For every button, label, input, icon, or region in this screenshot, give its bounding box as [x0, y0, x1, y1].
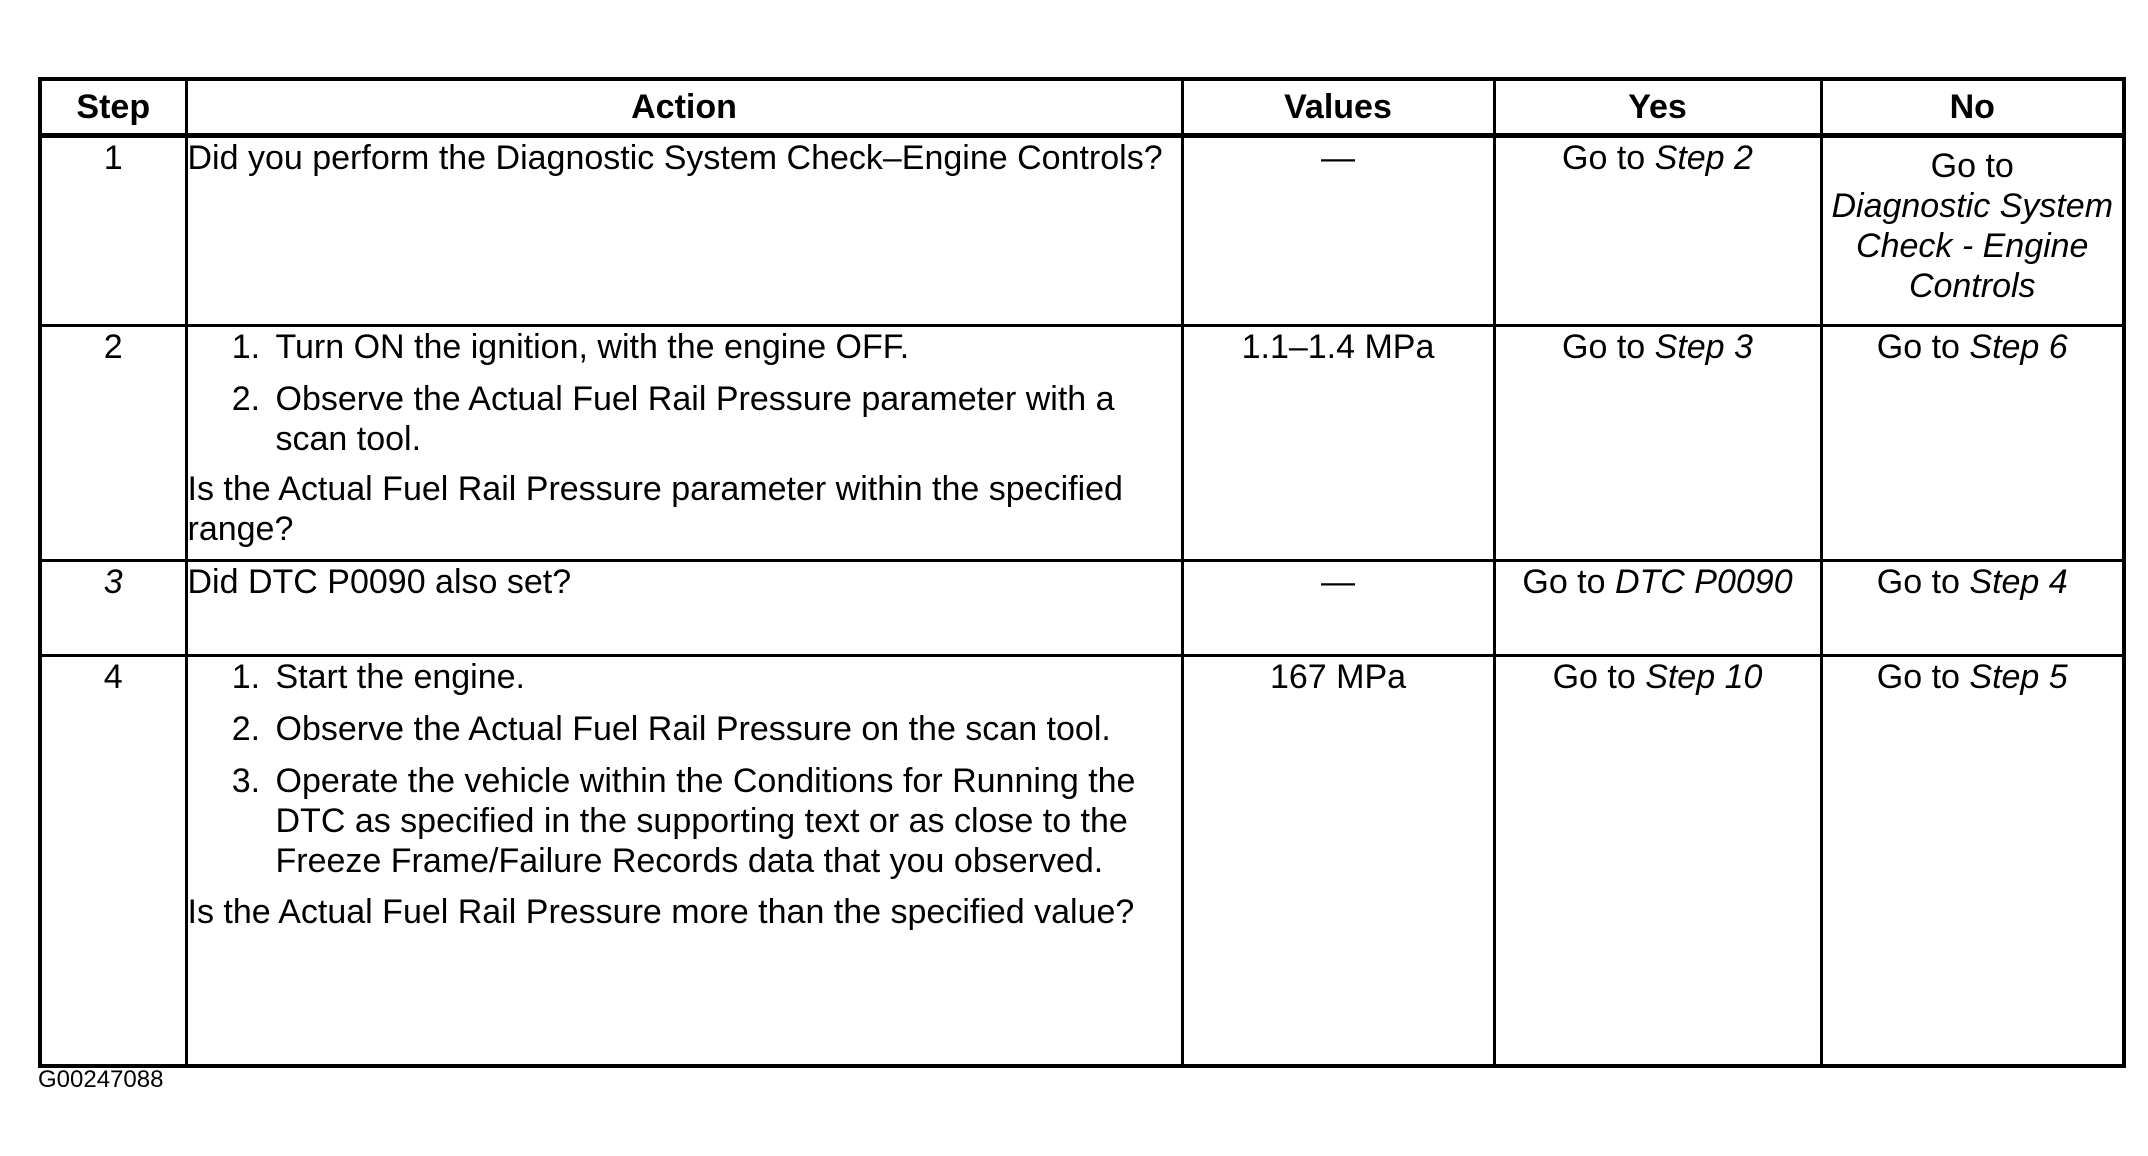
no-reference: Step 5 — [1969, 658, 2068, 696]
no-reference: Step 6 — [1969, 328, 2068, 366]
action-cell — [186, 326, 1182, 561]
action-question: Did DTC P0090 also set? — [187, 563, 572, 601]
action-step-item: 1. Turn ON the ignition, with the engine OFF. — [270, 327, 1181, 367]
action-cell — [186, 561, 1182, 656]
step-number: 1 — [40, 136, 186, 326]
action-cell — [186, 656, 1182, 1067]
header-step: Step — [40, 79, 186, 136]
diagnostic-table — [38, 77, 2126, 1068]
yes-prefix: Go to — [1522, 563, 1615, 601]
yes-reference: DTC P0090 — [1614, 563, 1793, 601]
no-prefix: Go to — [1930, 147, 2014, 185]
yes-reference: Step 10 — [1645, 658, 1763, 696]
yes-cell — [1494, 326, 1821, 561]
yes-prefix: Go to — [1552, 658, 1646, 696]
yes-reference: Step 2 — [1654, 139, 1753, 177]
no-reference: Diagnostic System Check - Engine Controls — [1831, 187, 2114, 306]
action-step-item: 2. Observe the Actual Fuel Rail Pressure on the scan tool. — [270, 709, 1181, 749]
table-row-step-4 — [40, 656, 2124, 1067]
action-step-item: 3. Operate the vehicle within the Conditions for Running the DTC as specified in the supporting text or as close to the Freeze Frame/Failure Records data that you observed. — [270, 761, 1181, 881]
no-cell — [1821, 326, 2124, 561]
step-number: 2 — [40, 326, 186, 561]
action-steps-list — [188, 327, 1181, 459]
value-cell: — — [1182, 561, 1494, 656]
table-row-step-1 — [40, 136, 2124, 326]
no-prefix: Go to — [1876, 328, 1970, 366]
header-yes: Yes — [1494, 79, 1821, 136]
diagnostic-table-container — [38, 77, 2122, 1068]
yes-prefix: Go to — [1562, 328, 1655, 366]
action-question: Is the Actual Fuel Rail Pressure more than the specified value? — [187, 892, 1135, 931]
action-question: Is the Actual Fuel Rail Pressure parameter within the specified range? — [187, 470, 1123, 549]
value-cell: 167 MPa — [1182, 656, 1494, 1067]
no-cell — [1821, 136, 2124, 326]
figure-id: G00247088 — [38, 1066, 164, 1093]
table-row-step-3 — [40, 561, 2124, 656]
header-no: No — [1821, 79, 2124, 136]
no-prefix: Go to — [1876, 658, 1970, 696]
action-question: Did you perform the Diagnostic System Check–Engine Controls? — [187, 139, 1163, 177]
yes-prefix: Go to — [1562, 139, 1655, 177]
no-reference: Step 4 — [1969, 563, 2068, 601]
header-row — [40, 79, 2124, 136]
header-action: Action — [186, 79, 1182, 136]
no-cell — [1821, 561, 2124, 656]
value-cell: — — [1182, 136, 1494, 326]
table-row-step-2 — [40, 326, 2124, 561]
no-cell — [1821, 656, 2124, 1067]
step-number: 4 — [40, 656, 186, 1067]
yes-cell — [1494, 136, 1821, 326]
action-cell — [186, 136, 1182, 326]
step-number: 3 — [40, 561, 186, 656]
yes-reference: Step 3 — [1654, 328, 1753, 366]
no-prefix: Go to — [1876, 563, 1970, 601]
header-values: Values — [1182, 79, 1494, 136]
yes-cell — [1494, 561, 1821, 656]
action-step-item: 1. Start the engine. — [270, 657, 1181, 697]
action-step-item: 2. Observe the Actual Fuel Rail Pressure parameter with a scan tool. — [270, 379, 1181, 459]
action-steps-list — [188, 657, 1181, 882]
yes-cell — [1494, 656, 1821, 1067]
value-cell: 1.1–1.4 MPa — [1182, 326, 1494, 561]
